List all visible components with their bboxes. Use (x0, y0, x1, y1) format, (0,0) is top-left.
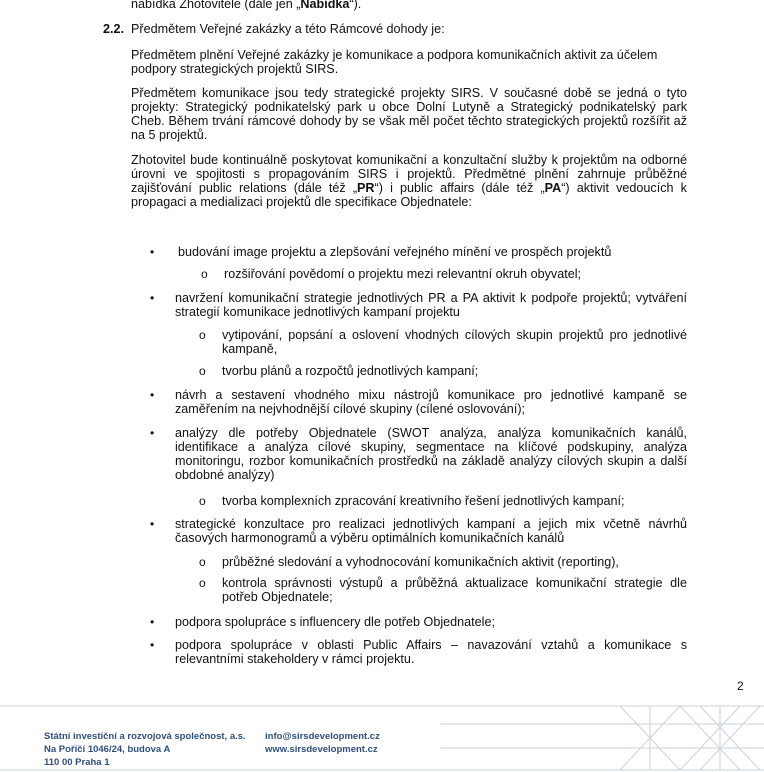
bullet-dot: • (150, 245, 155, 259)
footer-email-link[interactable]: info@sirsdevelopment.cz (265, 731, 380, 742)
bullet-dot: • (150, 517, 155, 531)
bullet-item: strategické konzultace pro realizaci jednotlivých kampaní a jejich mix včetně návrhů časových harmonogramů a výběru optimálních komunikačních kanálů (175, 517, 687, 545)
sub-bullet-dot: o (199, 494, 206, 508)
bullet-item: budování image projektu a zlepšování veřejného mínění ve prospěch projektů (178, 245, 612, 259)
sub-bullet-item: tvorbu plánů a rozpočtů jednotlivých kampaní; (222, 364, 479, 378)
top-line-suffix: “). (349, 0, 362, 11)
paragraph-1: Předmětem plnění Veřejné zakázky je komunikace a podpora komunikačních aktivit za účelem podpory strategických projektů SIRS. (131, 48, 658, 76)
top-line (131, 0, 361, 11)
sub-bullet-dot: o (199, 364, 206, 378)
sub-bullet-item: vytipování, popsání a oslovení vhodných cílových skupin projektů pro jednotlivé kampaně, (222, 328, 687, 356)
footer-company: Státní investiční a rozvojová společnost, a.s. (44, 731, 246, 742)
sub-bullet-item: tvorba komplexních zpracování kreativního řešení jednotlivých kampaní; (222, 494, 625, 508)
paragraph-3-bold-pa: PA (544, 181, 562, 195)
section-heading: Předmětem Veřejné zakázky a této Rámcové dohody je: (131, 22, 445, 36)
sub-bullet-dot: o (199, 328, 206, 342)
top-line-prefix: nabídka Zhotovitele (dále jen „ (131, 0, 301, 11)
bullet-item: navržení komunikační strategie jednotlivých PR a PA aktivit k podpoře projektů; vytváření strategií komunikace jednotlivých kampaní projektu (175, 291, 687, 319)
sub-bullet-dot: o (199, 555, 206, 569)
bullet-item: analýzy dle potřeby Objednatele (SWOT analýza, analýza komunikačních kanálů, identifikace a analýza cílové skupiny, segmentace na klíčové podskupiny, analýza monitoringu, rozbor komunikačních prostředků na základě analýzy cílových skupin a další obdobné analýzy) (175, 426, 687, 482)
sub-bullet-dot: o (201, 267, 208, 281)
paragraph-3-text-2: “) i public affairs (dále též „ (374, 181, 545, 195)
paragraph-2: Předmětem komunikace jsou tedy strategické projekty SIRS. V současné době se jedná o tyto projekty: Strategický podnikatelský park u obce Dolní Lutyně a Strategický podnikatelský park Cheb. Během trvání rámcové dohody by se však měl počet těchto strategických projektů rozšířit až na 5 projektů. (131, 86, 687, 142)
footer-address: Na Poříčí 1046/24, budova A (44, 744, 171, 755)
paragraph-3-bold-pr: PR (357, 181, 375, 195)
sub-bullet-dot: o (199, 576, 206, 590)
page-number: 2 (737, 679, 744, 693)
footer-city: 110 00 Praha 1 (44, 757, 110, 768)
sub-bullet-item: kontrola správnosti výstupů a průběžná aktualizace komunikační strategie dle potřeb Objednatele; (222, 576, 687, 604)
bullet-dot: • (150, 426, 155, 440)
paragraph-3-text-3: “) aktivit vedoucích k propagaci a medializaci projektů dle specifikace Objednatele: (131, 181, 687, 209)
top-line-bold: Nabídka (300, 0, 350, 11)
paragraph-3 (131, 153, 687, 209)
bullet-dot: • (150, 388, 155, 402)
bullet-item: podpora spolupráce s influencery dle potřeb Objednatele; (175, 615, 495, 629)
section-number: 2.2. (103, 22, 125, 36)
bullet-item: návrh a sestavení vhodného mixu nástrojů komunikace pro jednotlivé kampaně se zaměřením na nejvhodnější cílové skupiny (cílené oslovování); (175, 388, 687, 416)
bullet-dot: • (150, 291, 155, 305)
bullet-item: podpora spolupráce v oblasti Public Affairs – navazování vztahů a komunikace s relevantními stakeholdery v rámci projektu. (175, 638, 687, 666)
footer (0, 700, 764, 772)
bullet-dot: • (150, 638, 155, 652)
sub-bullet-item: průběžné sledování a vyhodnocování komunikačních aktivit (reporting), (222, 555, 619, 569)
paragraph-3-text-1: Zhotovitel bude kontinuálně poskytovat komunikační a konzultační služby k projektům na odborné úrovni ve spojitosti s propagováním SIRS i projektů. Předmětné plnění zahrnuje průběžné zajišťování public relations (dále též „ (131, 153, 687, 195)
sub-bullet-item: rozšiřování povědomí o projektu mezi relevantní okruh obyvatel; (224, 267, 582, 281)
footer-web-link[interactable]: www.sirsdevelopment.cz (265, 744, 378, 755)
bullet-dot: • (150, 615, 155, 629)
